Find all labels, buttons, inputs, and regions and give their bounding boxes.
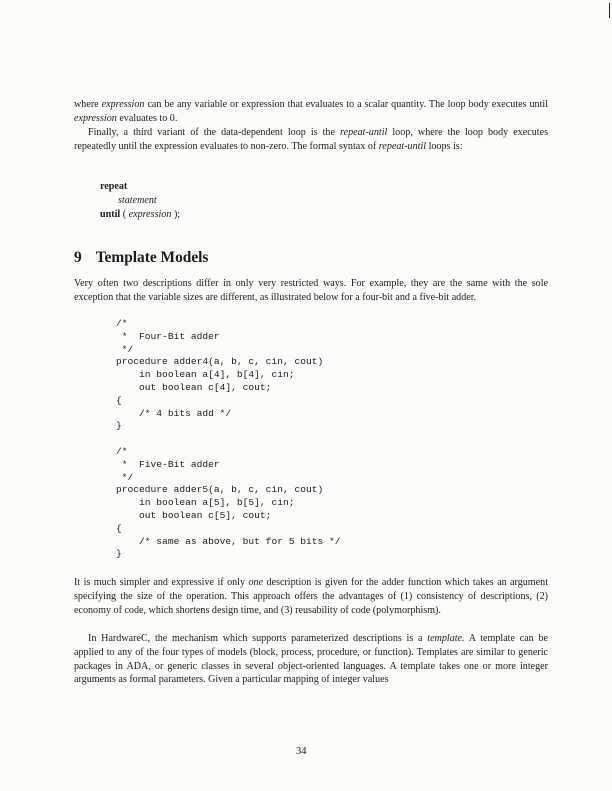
page-number: 34 [296, 746, 307, 757]
repeat-until-syntax [100, 180, 180, 221]
section-heading [74, 249, 208, 267]
section-number: 9 [74, 249, 82, 266]
syntax-until-keyword: until [100, 208, 121, 220]
page-edge-mark [609, 3, 610, 18]
syntax-expression: expression [128, 208, 172, 220]
section-title: Template Models [95, 249, 209, 266]
paragraph-loop-body: where expression can be any variable or expression that evaluates to a scalar quantity. The loop body executes until expression evaluates to 0. [74, 99, 548, 124]
term-expression: expression [74, 112, 117, 124]
term-repeat-until: repeat-until [340, 127, 388, 138]
term-repeat-until: repeat-until [378, 140, 427, 152]
code-block-four-bit-adder: /* * Four-Bit adder */ procedure adder4(a, b, c, cin, cout) in boolean a[4], b[4], cin; out boolean c[4], cout; { /* 4 bits add */ } [116, 318, 324, 432]
paragraph-template-mechanism: In HardwareC, the mechanism which supports parameterized descriptions is a template. A template can be applied to any of the four types of models (block, process, procedure, or function). Templates are similar to generic packages in ADA, or generic classes in several object-oriented languages. A template takes one or more integer arguments as formal parameters. Given a particular mapping of integer values [74, 633, 548, 686]
syntax-until-line: until ( expression ); [100, 208, 181, 220]
syntax-repeat-keyword: repeat [100, 181, 128, 192]
term-template: template. [427, 633, 465, 644]
term-expression: expression [101, 99, 145, 110]
paragraph-intro-templates: Very often two descriptions differ in only very restricted ways. For example, they are the same with the sole exception that the variable sizes are different, as illustrated below for a four-bit and a five-bit adder. [74, 278, 548, 303]
term-one: one [248, 577, 264, 588]
code-block-five-bit-adder: /* * Five-Bit adder */ procedure adder5(a, b, c, cin, cout) in boolean a[5], b[5], cin; out boolean c[5], cout; { /* same as above, but for 5 bits */ } [116, 446, 341, 560]
paragraph-advantages: It is much simpler and expressive if only one description is given for the adder function which takes an argument specifying the size of the operation. This approach offers the advantages of (1) consistency of descriptions, (2) economy of code, which shortens design time, and (3) reusability of code (polymorphism). [74, 577, 548, 616]
syntax-statement: statement [118, 194, 157, 206]
paragraph-repeat-until: Finally, a third variant of the data-dependent loop is the repeat-until loop, where the loop body executes repeatedly until the expression evaluates to non-zero. The formal syntax of repeat-until loops is: [74, 127, 549, 152]
